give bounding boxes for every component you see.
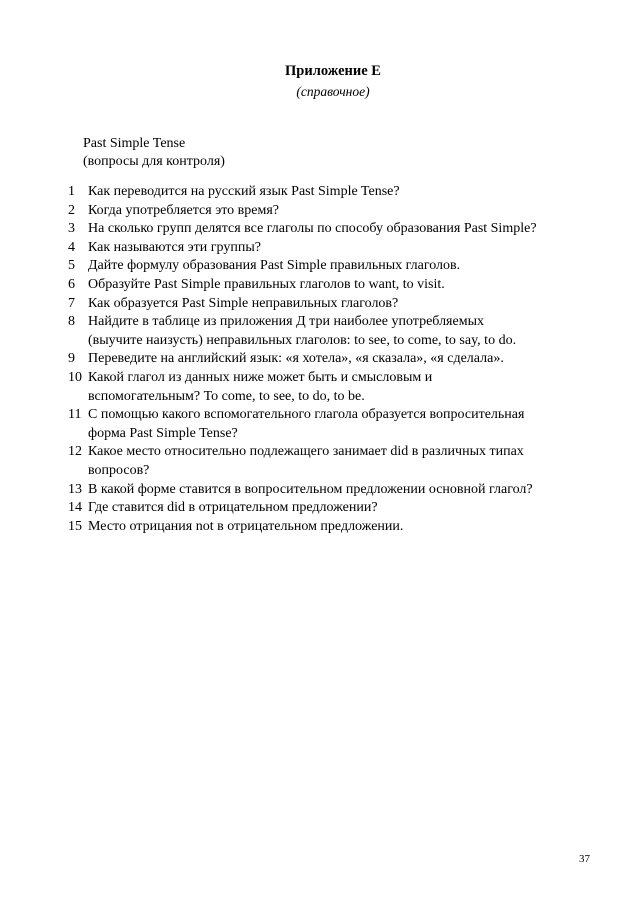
question-text-line: Где ставится did в отрицательном предложении?	[88, 500, 378, 516]
question-number: 5	[68, 258, 75, 274]
question-number: 10	[68, 369, 82, 385]
question-text	[88, 295, 588, 314]
question-item	[68, 499, 588, 518]
question-number: 1	[68, 184, 75, 199]
question-item	[68, 202, 588, 221]
question-text-line: На сколько групп делятся все глаголы по способу образования Past Simple?	[88, 221, 537, 237]
question-number: 6	[68, 276, 75, 292]
question-number: 14	[68, 500, 82, 516]
question-text-line: форма Past Simple Tense?	[88, 425, 238, 441]
question-item	[68, 443, 588, 480]
question-number: 4	[68, 239, 75, 255]
question-item	[68, 220, 588, 239]
question-item	[68, 276, 588, 295]
question-text	[88, 518, 588, 537]
question-item	[68, 481, 588, 500]
question-text	[88, 369, 588, 406]
question-text	[88, 220, 588, 239]
question-number: 9	[68, 351, 75, 367]
section-heading-line: Past Simple Tense	[83, 136, 186, 151]
question-text-line: Когда употребляется это время?	[88, 202, 279, 218]
questions-list	[68, 183, 588, 536]
question-number: 11	[68, 407, 82, 423]
question-item	[68, 406, 588, 443]
question-text-line: Как образуется Past Simple неправильных глаголов?	[88, 295, 399, 311]
appendix-title: Приложение Е	[285, 63, 381, 79]
question-text	[88, 239, 588, 258]
question-number: 8	[68, 314, 75, 330]
question-text-line: Какое место относительно подлежащего занимает did в различных типах	[88, 444, 524, 460]
question-text	[88, 499, 588, 518]
question-item	[68, 295, 588, 314]
question-text-line: Переведите на английский язык: «я хотела», «я сказала», «я сделала».	[88, 351, 504, 367]
question-text-line: В какой форме ставится в вопросительном предложении основной глагол?	[88, 481, 533, 497]
question-text-line: Как называются эти группы?	[88, 239, 261, 255]
question-item	[68, 183, 588, 202]
question-text-line: Какой глагол из данных ниже может быть и смысловым и	[88, 369, 433, 385]
section-heading-line: (вопросы для контроля)	[83, 154, 225, 170]
question-number: 3	[68, 221, 75, 237]
question-text-line: Место отрицания not в отрицательном предложении.	[88, 518, 404, 534]
question-text	[88, 183, 588, 202]
question-number: 13	[68, 481, 82, 497]
appendix-subtitle: (справочное)	[296, 84, 370, 99]
question-text-line: Дайте формулу образования Past Simple правильных глаголов.	[88, 258, 461, 274]
page-number: 37	[579, 853, 590, 865]
question-text	[88, 202, 588, 221]
question-text	[88, 313, 588, 350]
question-number: 15	[68, 518, 82, 534]
question-text	[88, 257, 588, 276]
question-item	[68, 313, 588, 350]
question-number: 7	[68, 295, 75, 311]
question-text-line: Как переводится на русский язык Past Simple Tense?	[88, 184, 400, 199]
question-text	[88, 350, 588, 369]
question-text-line: С помощью какого вспомогательного глагола образуется вопросительная	[88, 407, 525, 423]
question-text-line: Найдите в таблице из приложения Д три наиболее употребляемых	[88, 314, 484, 330]
question-text	[88, 406, 588, 443]
question-item	[68, 239, 588, 258]
question-text-line: Образуйте Past Simple правильных глаголов to want, to visit.	[88, 276, 445, 292]
question-item	[68, 518, 588, 537]
question-text-line: вопросов?	[88, 462, 150, 478]
question-number: 12	[68, 444, 82, 460]
question-item	[68, 369, 588, 406]
question-text	[88, 481, 588, 500]
question-number: 2	[68, 202, 75, 218]
question-text	[88, 276, 588, 295]
question-item	[68, 350, 588, 369]
section-heading	[83, 135, 225, 172]
question-item	[68, 257, 588, 276]
question-text	[88, 443, 588, 480]
question-text-line: (выучите наизусть) неправильных глаголов: to see, to come, to say, to do.	[88, 332, 517, 348]
question-text-line: вспомогательным? To come, to see, to do, to be.	[88, 388, 365, 404]
